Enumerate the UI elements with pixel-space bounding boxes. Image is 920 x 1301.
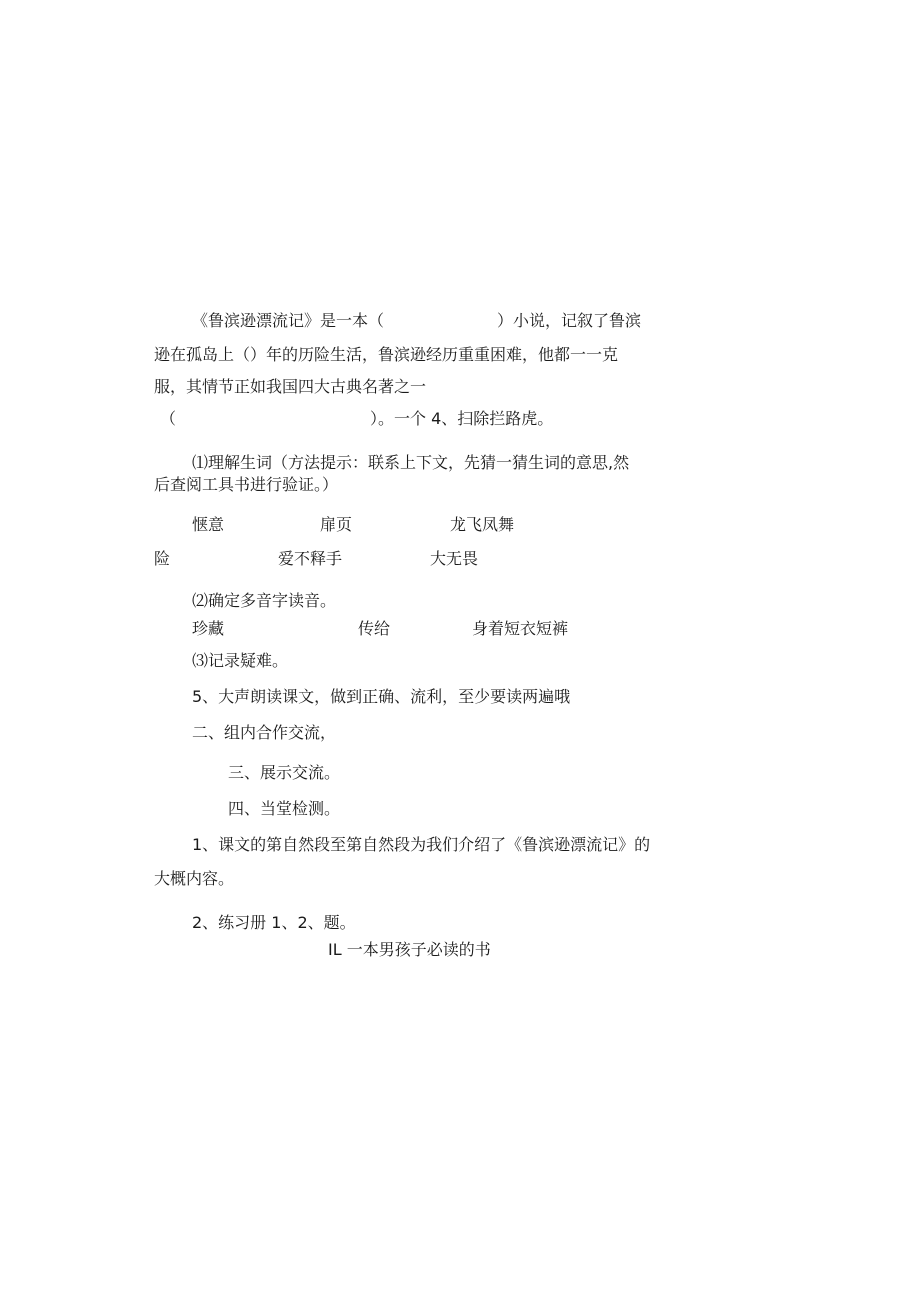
heading-2: 二、组内合作交流， bbox=[192, 723, 337, 742]
intro-line1-a: 《鲁滨逊漂流记》是一本（ bbox=[192, 311, 385, 330]
polyphone-word: 身着短衣短裤 bbox=[472, 619, 569, 638]
intro-line3: 服，其情节正如我国四大古典名著之一 bbox=[154, 377, 427, 396]
intro-line4-a: （ bbox=[160, 409, 177, 428]
footer-line: IL 一本男孩子必读的书 bbox=[328, 940, 491, 959]
question-1-line1: 1、课文的第自然段至第自然段为我们介绍了《鲁滨逊漂流记》的 bbox=[192, 835, 651, 854]
item5: 5、大声朗读课文，做到正确、流利，至少要读两遍哦 bbox=[192, 687, 571, 706]
heading-3: 三、展示交流。 bbox=[228, 763, 341, 782]
vocab-word: 惬意 bbox=[192, 515, 225, 534]
section1-line2: 后查阅工具书进行验证。） bbox=[154, 475, 339, 494]
heading-4: 四、当堂检测。 bbox=[228, 799, 341, 818]
intro-line2: 逊在孤岛上（）年的历险生活，鲁滨逊经历重重困难，他都一一克 bbox=[154, 345, 619, 364]
vocab-word: 扉页 bbox=[320, 515, 353, 534]
vocab-word: 险 bbox=[154, 549, 171, 568]
vocab-word: 大无畏 bbox=[430, 549, 479, 568]
vocab-word: 龙飞凤舞 bbox=[450, 515, 515, 534]
polyphone-word: 珍藏 bbox=[192, 619, 225, 638]
intro-line1-b: ）小说，记叙了鲁滨 bbox=[497, 311, 642, 330]
section2-title: ⑵确定多音字读音。 bbox=[192, 591, 337, 610]
question-2: 2、练习册 1、2、题。 bbox=[192, 913, 356, 932]
question-1-line2: 大概内容。 bbox=[154, 869, 235, 888]
vocab-word: 爱不释手 bbox=[278, 549, 343, 568]
section1-line1: ⑴理解生词（方法提示：联系上下文，先猜一猜生词的意思,然 bbox=[192, 453, 630, 472]
intro-line4-b: ）。一个 4、扫除拦路虎。 bbox=[370, 409, 554, 428]
polyphone-word: 传给 bbox=[358, 619, 391, 638]
section3-title: ⑶记录疑难。 bbox=[192, 651, 289, 670]
